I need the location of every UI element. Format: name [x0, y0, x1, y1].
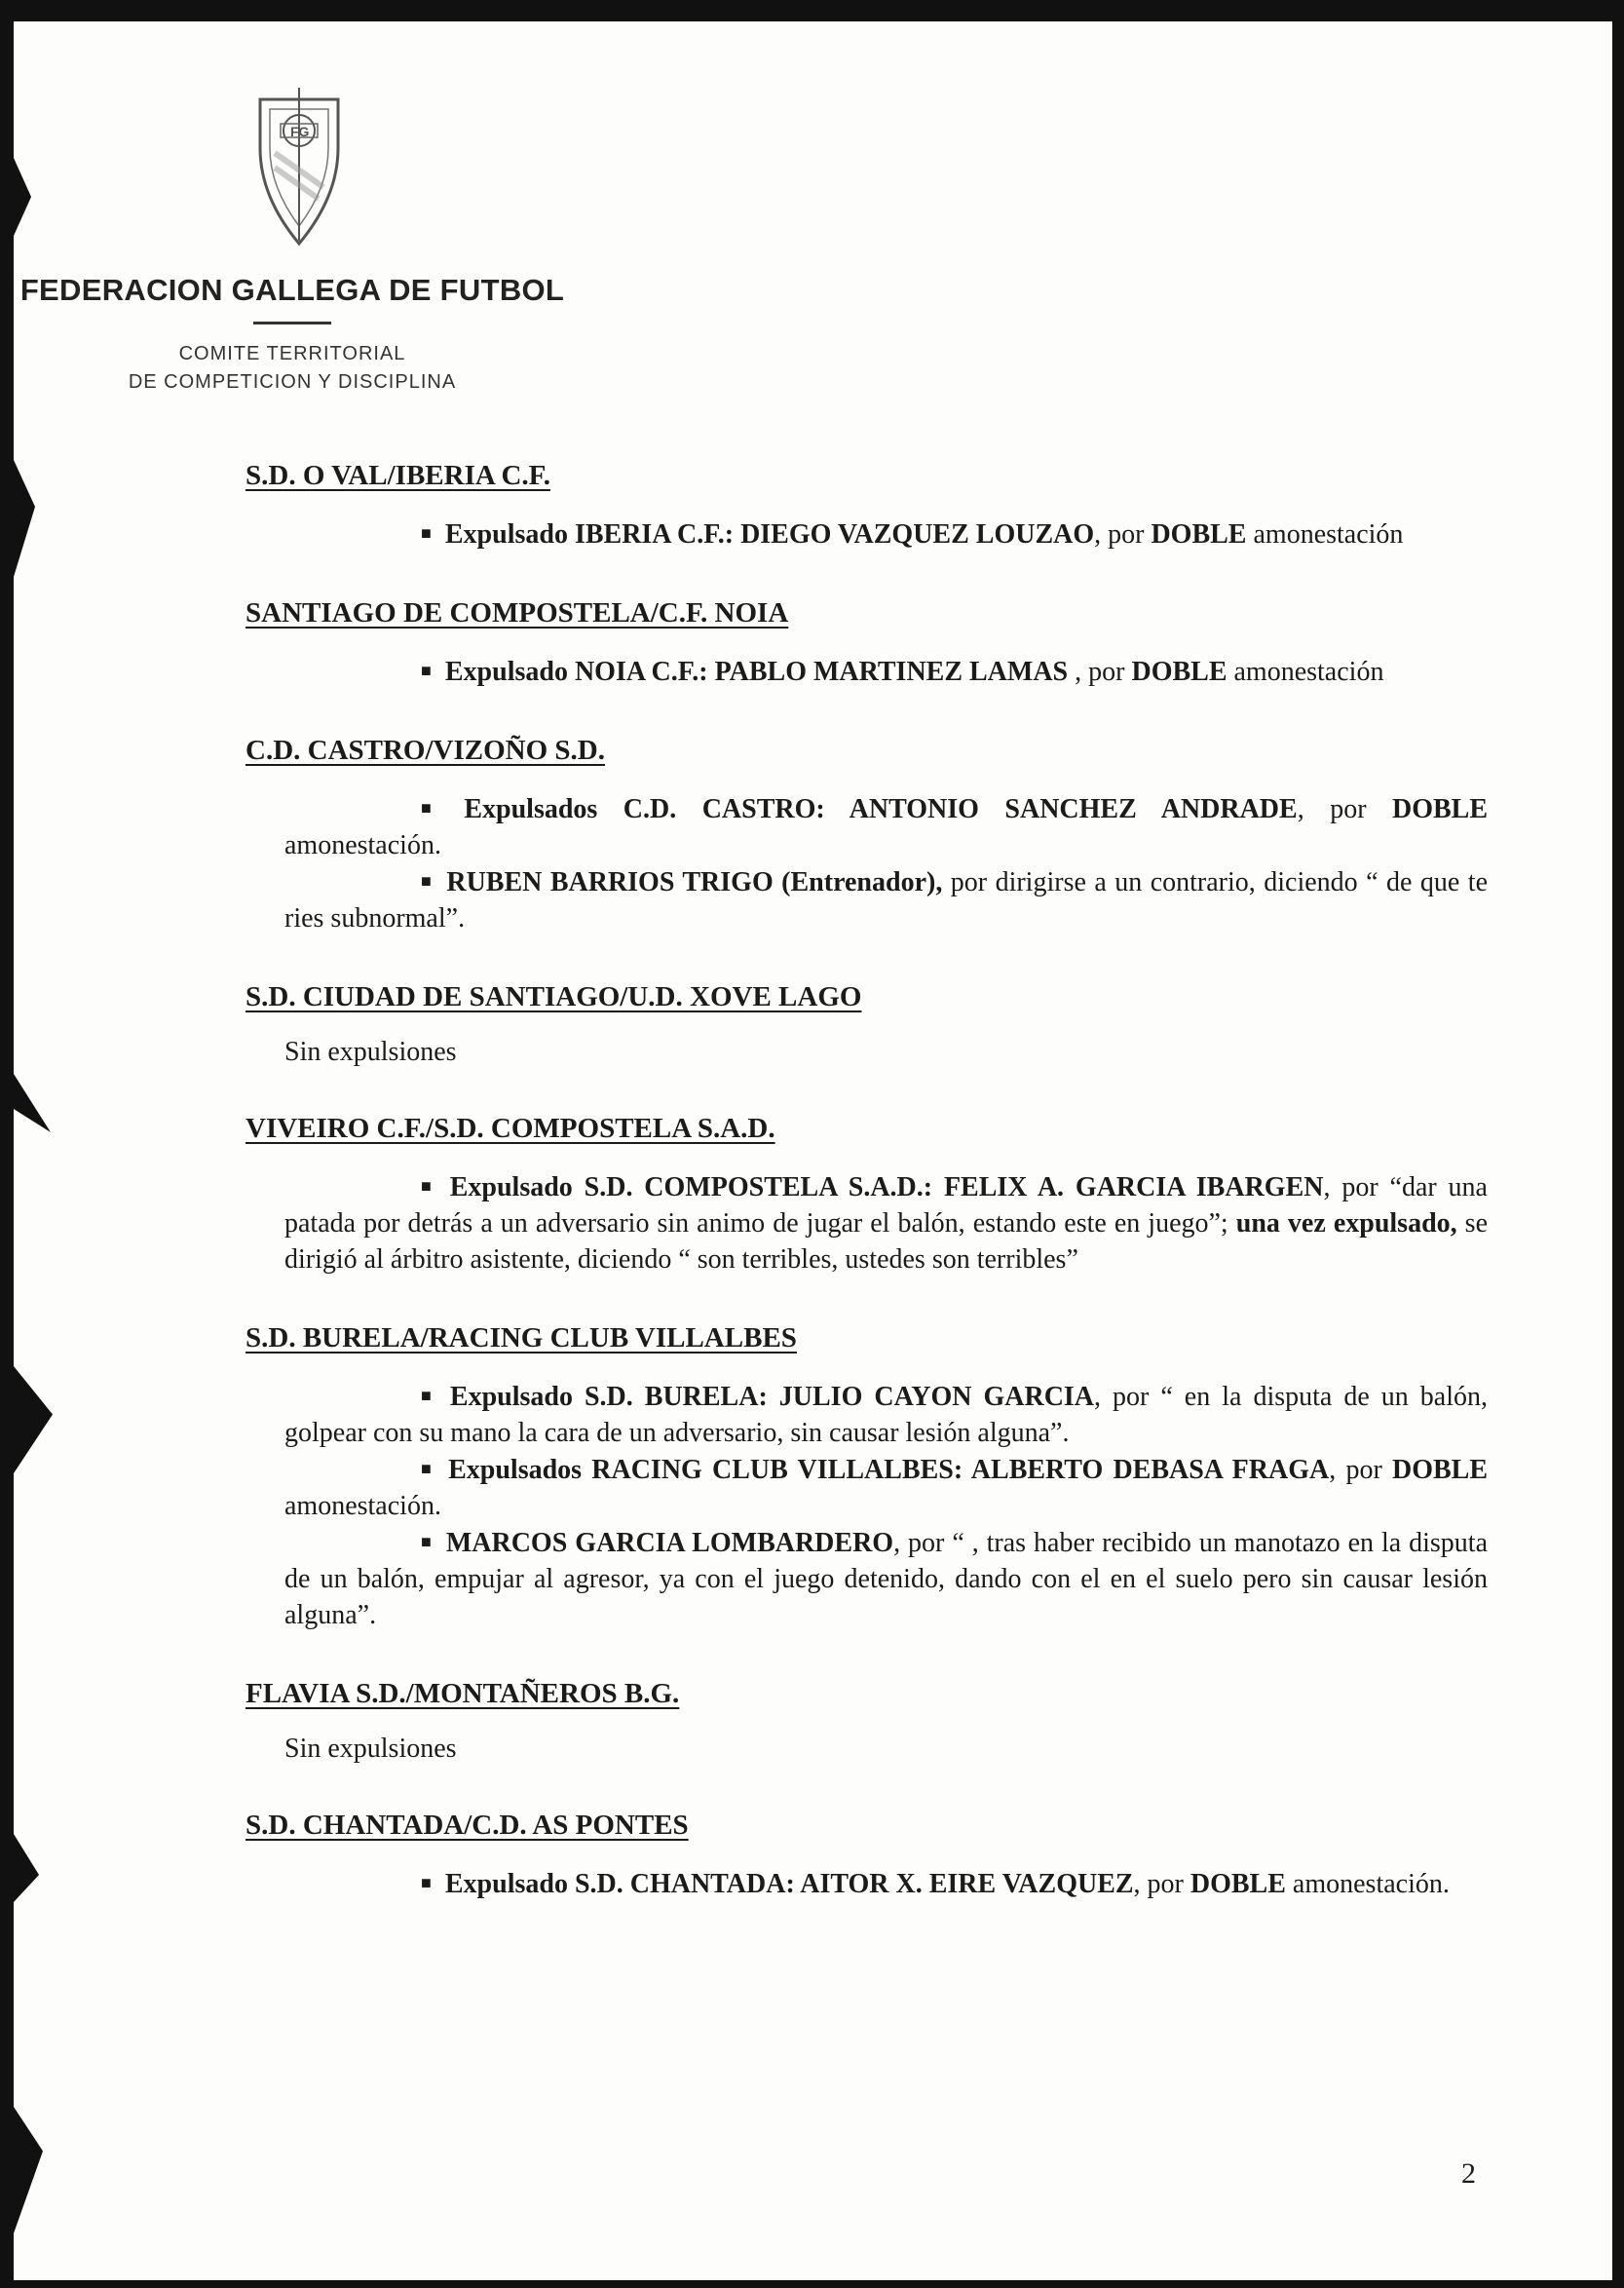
body-text: se dirigió al árbitro asistente, diciendo “ son terribles, ustedes son terribles” [284, 1208, 1488, 1275]
body-text: amonestación [1246, 519, 1404, 550]
bold-text: Expulsados RACING CLUB VILLALBES: ALBERTO DEBASA FRAGA [448, 1455, 1330, 1485]
sanction-entry [284, 1378, 1488, 1451]
match-title: S.D. O VAL/IBERIA C.F. [245, 460, 550, 491]
match-section [245, 735, 1488, 936]
body-text: amonestación. [284, 1491, 441, 1521]
match-title: VIVEIRO C.F./S.D. COMPOSTELA S.A.D. [245, 1113, 775, 1144]
match-title: S.D. CIUDAD DE SANTIAGO/U.D. XOVE LAGO [245, 981, 862, 1012]
committee-name-line2: DE COMPETICION Y DISCIPLINA [128, 371, 457, 393]
torn-edge [14, 2107, 43, 2233]
body-text: amonestación [1227, 657, 1384, 687]
match-title: SANTIAGO DE COMPOSTELA/C.F. NOIA [245, 597, 789, 629]
bullet-icon: ■ [421, 661, 432, 680]
committee-name-line1: COMITE TERRITORIAL [178, 343, 406, 364]
fgf-shield-logo-icon [245, 80, 353, 255]
header-divider [253, 322, 331, 324]
bold-text: Expulsado S.D. CHANTADA: AITOR X. EIRE VAZQUEZ [444, 1869, 1134, 1899]
bullet-icon: ■ [421, 1873, 432, 1892]
organization-name: FEDERACION GALLEGA DE FUTBOL [19, 273, 565, 307]
body-text: por dirigirse a un contrario, diciendo “ de que te ries subnormal”. [284, 867, 1489, 934]
bold-text: Expulsado [444, 657, 575, 687]
bold-text: MARCOS GARCIA LOMBARDERO [445, 1528, 894, 1558]
bold-text: DOBLE [1190, 1869, 1286, 1899]
bullet-icon: ■ [421, 1459, 435, 1478]
body-text: amonestación. [284, 830, 441, 860]
sanction-entry [284, 863, 1488, 936]
body-text: , por “ en la disputa de un balón, golpear con su mano la cara de un adversario, sin causar lesión alguna”. [284, 1382, 1488, 1448]
bullet-icon: ■ [421, 1386, 436, 1405]
page-number: 2 [1461, 2157, 1476, 2190]
no-expulsions-text: Sin expulsiones [284, 1037, 457, 1067]
sanction-entry [284, 653, 1488, 690]
bullet-icon: ■ [421, 871, 434, 891]
bold-text: DOBLE [1392, 794, 1489, 824]
sanction-entry [284, 515, 1488, 553]
bold-text: RUBEN BARRIOS TRIGO (Entrenador), [446, 867, 943, 897]
bullet-icon: ■ [421, 1176, 436, 1196]
no-expulsions-text: Sin expulsiones [284, 1734, 457, 1764]
match-section [245, 1678, 1488, 1765]
sanction-entry [284, 1168, 1488, 1277]
body-text: , por [1068, 657, 1132, 687]
bold-text: Expulsado IBERIA C.F.: [444, 519, 741, 550]
match-section [245, 981, 1488, 1068]
sanction-entry [284, 1524, 1488, 1633]
bold-text: DOBLE [1131, 657, 1227, 687]
match-section [245, 1322, 1488, 1633]
bold-text: NOIA C.F.: PABLO MARTINEZ LAMAS [574, 657, 1069, 687]
bullet-icon: ■ [421, 1532, 433, 1551]
sanction-entry [284, 1865, 1488, 1902]
match-section [245, 597, 1488, 690]
body-text: , por [1094, 519, 1152, 550]
match-title: C.D. CASTRO/VIZOÑO S.D. [245, 735, 605, 766]
bold-text: DIEGO VAZQUEZ LOUZAO [740, 519, 1095, 550]
bullet-icon: ■ [421, 523, 432, 543]
bold-text: una vez expulsado, [1235, 1208, 1457, 1239]
sanctions-list [245, 460, 1488, 1947]
match-section [245, 1810, 1488, 1902]
bold-text: Expulsados C.D. CASTRO: ANTONIO SANCHEZ ANDRADE [464, 794, 1298, 824]
bold-text: DOBLE [1151, 519, 1247, 550]
torn-edge [14, 460, 35, 577]
match-title: S.D. CHANTADA/C.D. AS PONTES [245, 1810, 689, 1841]
body-text: , por “ , tras haber recibido un manotazo en la disputa de un balón, empujar al agresor, ya con el juego detenido, dando con el en el suelo pero sin causar lesión alguna”. [284, 1528, 1488, 1630]
svg-text:FG: FG [290, 124, 310, 139]
body-text: , por [1297, 794, 1392, 824]
bullet-icon: ■ [421, 798, 451, 818]
match-section [245, 1113, 1488, 1277]
bold-text: DOBLE [1391, 1455, 1489, 1485]
body-text: , por [1133, 1869, 1190, 1899]
sanction-entry [284, 790, 1488, 863]
body-text: , por “dar una patada por detrás a un adversario sin animo de jugar el balón, estando este en juego”; [284, 1172, 1488, 1239]
document-page [14, 21, 1612, 2280]
match-title: S.D. BURELA/RACING CLUB VILLALBES [245, 1322, 797, 1354]
bold-text: Expulsado S.D. BURELA: JULIO CAYON GARCIA [449, 1382, 1095, 1412]
body-text: amonestación. [1285, 1869, 1450, 1899]
torn-edge [14, 1366, 53, 1473]
bold-text: Expulsado S.D. COMPOSTELA S.A.D.: FELIX A. GARCIA IBARGEN [449, 1172, 1324, 1202]
body-text: , por [1329, 1455, 1392, 1485]
torn-edge [14, 1834, 39, 1902]
torn-edge [14, 158, 31, 236]
match-title: FLAVIA S.D./MONTAÑEROS B.G. [245, 1678, 680, 1709]
match-section [245, 460, 1488, 553]
torn-edge [14, 1074, 51, 1132]
sanction-entry [284, 1451, 1488, 1524]
